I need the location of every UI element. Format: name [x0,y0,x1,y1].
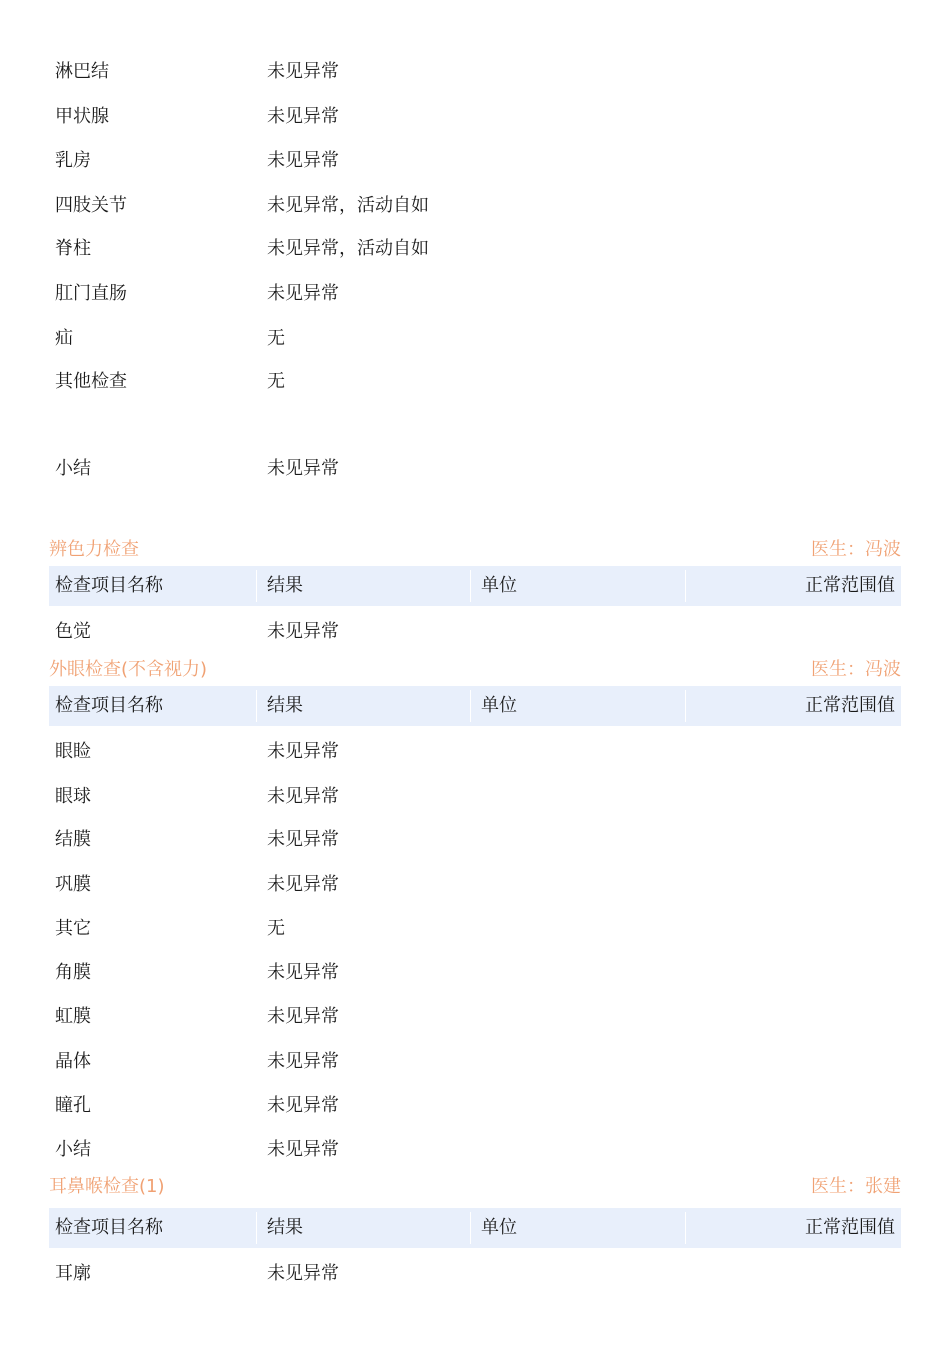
item-name: 结膜 [55,829,91,850]
table-row [49,1086,901,1126]
table-row [49,449,901,489]
item-name: 其它 [55,918,91,939]
column-divider [256,690,257,722]
item-result: 未见异常 [267,874,339,895]
item-result: 未见异常 [267,150,339,171]
item-name: 乳房 [55,150,91,171]
item-result: 未见异常 [267,1095,339,1116]
table-row [49,186,901,226]
item-result: 未见异常 [267,1263,339,1284]
item-name: 耳廓 [55,1263,91,1284]
doctor-label: 医生：冯波 [811,539,901,560]
item-result: 未见异常 [267,1006,339,1027]
table-header [49,1208,901,1248]
table-row [49,52,901,92]
table-row [49,909,901,949]
header-range: 正常范围值 [805,1217,895,1238]
table-row [49,274,901,314]
item-result: 未见异常 [267,283,339,304]
column-divider [685,1212,686,1244]
table-row [49,141,901,181]
header-item-name: 检查项目名称 [55,575,163,596]
header-unit: 单位 [481,695,517,716]
item-result: 未见异常 [267,786,339,807]
item-name: 眼球 [55,786,91,807]
item-result: 未见异常，活动自如 [267,195,429,216]
column-divider [256,1212,257,1244]
table-row [49,97,901,137]
item-result: 无 [267,328,285,349]
table-row [49,612,901,652]
header-result: 结果 [267,695,303,716]
doctor-label: 医生：张建 [811,1176,901,1197]
table-row [49,229,901,269]
item-result: 未见异常 [267,741,339,762]
item-name: 小结 [55,1139,91,1160]
table-row [49,865,901,905]
section-title-text: 辨色力检查 [49,539,139,560]
item-name: 角膜 [55,962,91,983]
table-row [49,820,901,860]
header-range: 正常范围值 [805,695,895,716]
item-name: 色觉 [55,621,91,642]
header-range: 正常范围值 [805,575,895,596]
doctor-label: 医生：冯波 [811,659,901,680]
section-title-ent [49,1174,901,1200]
column-divider [470,570,471,602]
item-name: 淋巴结 [55,61,109,82]
header-unit: 单位 [481,1217,517,1238]
item-result: 未见异常 [267,621,339,642]
item-name: 晶体 [55,1051,91,1072]
item-name: 四肢关节 [55,195,127,216]
item-result: 无 [267,918,285,939]
item-result: 未见异常 [267,106,339,127]
header-item-name: 检查项目名称 [55,1217,163,1238]
item-result: 未见异常 [267,1139,339,1160]
section-title-text: 耳鼻喉检查(1) [49,1176,165,1197]
header-result: 结果 [267,1217,303,1238]
item-result: 未见异常 [267,1051,339,1072]
item-result: 未见异常 [267,829,339,850]
table-header [49,566,901,606]
column-divider [470,690,471,722]
column-divider [685,690,686,722]
header-item-name: 检查项目名称 [55,695,163,716]
table-row [49,732,901,772]
item-name: 眼睑 [55,741,91,762]
table-row [49,777,901,817]
section-title-text: 外眼检查(不含视力) [49,659,208,680]
table-row [49,319,901,359]
table-row [49,1042,901,1082]
item-name: 脊柱 [55,238,91,259]
table-row [49,1130,901,1170]
table-row [49,1254,901,1294]
column-divider [470,1212,471,1244]
item-result: 无 [267,371,285,392]
item-name: 巩膜 [55,874,91,895]
item-name: 其他检查 [55,371,127,392]
item-name: 瞳孔 [55,1095,91,1116]
table-row [49,362,901,402]
item-name: 肛门直肠 [55,283,127,304]
column-divider [256,570,257,602]
item-result: 未见异常 [267,962,339,983]
item-name: 小结 [55,458,91,479]
column-divider [685,570,686,602]
item-name: 疝 [55,328,73,349]
section-title-color-vision [49,537,901,563]
item-name: 甲状腺 [55,106,109,127]
header-result: 结果 [267,575,303,596]
item-name: 虹膜 [55,1006,91,1027]
table-header [49,686,901,726]
header-unit: 单位 [481,575,517,596]
item-result: 未见异常 [267,458,339,479]
item-result: 未见异常 [267,61,339,82]
item-result: 未见异常，活动自如 [267,238,429,259]
table-row [49,953,901,993]
table-row [49,997,901,1037]
section-title-external-eye [49,657,901,683]
